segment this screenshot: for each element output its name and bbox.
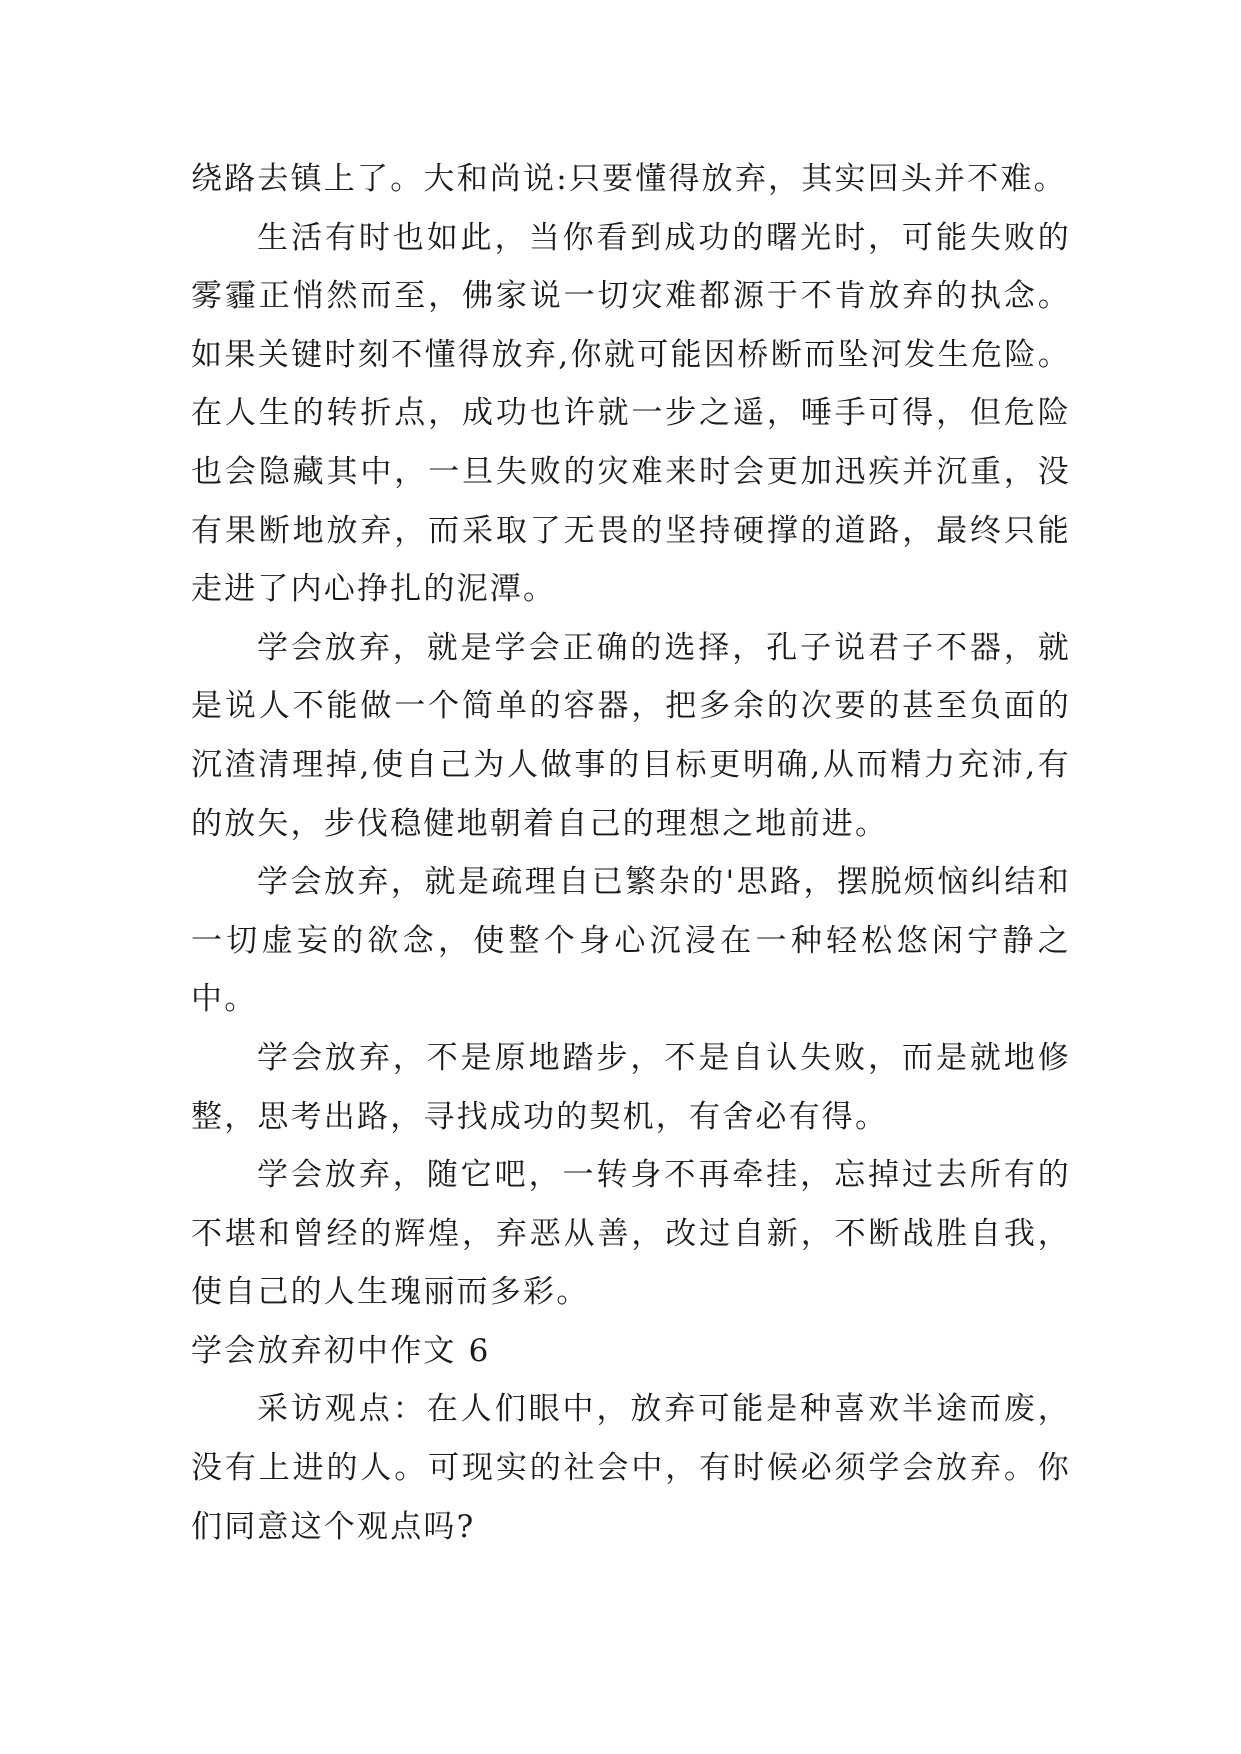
paragraph-not-stepping: 学会放弃，不是原地踏步，不是自认失败，而是就地修整，思考出路，寻找成功的契机，有舍必有得。 [191,1039,1071,1135]
paragraph-choice: 学会放弃，就是学会正确的选择，孔子说君子不器，就是说人不能做一个简单的容器，把多余的次要的甚至负面的沉渣清理掉,使自己为人做事的目标更明确,从而精力充沛,有的放矢，步伐稳健地朝着自己的理想之地前进。 [191,629,1071,842]
paragraph-thoughts: 学会放弃，就是疏理自已繁杂的'思路，摆脱烦恼纠结和一切虚妄的欲念，使整个身心沉浸在一种轻松悠闲宁静之中。 [191,864,1071,1018]
paragraph-let-go: 学会放弃，随它吧，一转身不再牵挂，忘掉过去所有的不堪和曾经的辉煌，弃恶从善，改过自新，不断战胜自我，使自己的人生瑰丽而多彩。 [191,1157,1071,1311]
paragraph-continuation: 绕路去镇上了。大和尚说:只要懂得放弃，其实回头并不难。 [191,161,1067,197]
document-body [191,150,1071,1556]
section-heading: 学会放弃初中作文 6 [191,1332,491,1369]
paragraph-life: 生活有时也如此，当你看到成功的曙光时，可能失败的雾霾正悄然而至，佛家说一切灾难都源于不肯放弃的执念。如果关键时刻不懂得放弃,你就可能因桥断而坠河发生危险。在人生的转折点，成功也许就一步之遥，唾手可得，但危险也会隐藏其中，一旦失败的灾难来时会更加迅疾并沉重，没有果断地放弃，而采取了无畏的坚持硬撑的道路，最终只能走进了内心挣扎的泥潭。 [191,219,1071,608]
paragraph-interview: 采访观点：在人们眼中，放弃可能是种喜欢半途而废，没有上进的人。可现实的社会中，有时候必须学会放弃。你们同意这个观点吗? [191,1391,1071,1545]
